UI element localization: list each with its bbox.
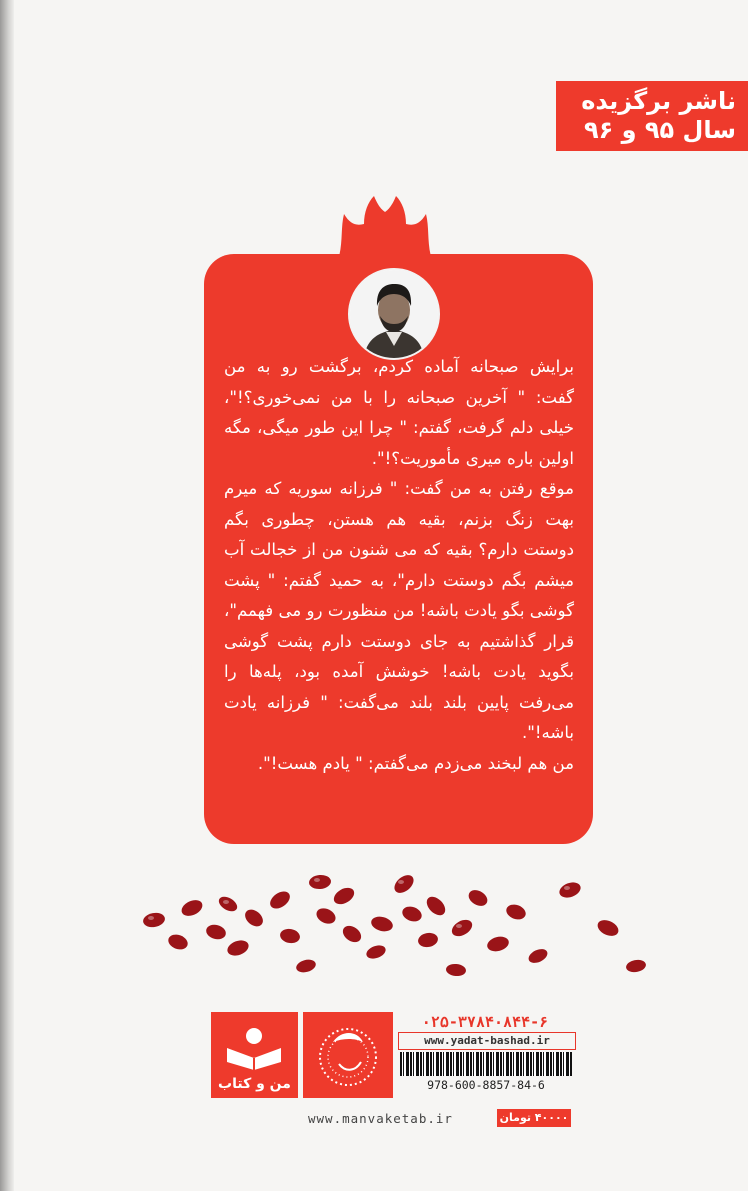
- portrait-photo-icon: [350, 270, 438, 358]
- price-tag: ۴۰۰۰۰ تومان: [497, 1109, 571, 1127]
- story-paragraph-1: برایش صبحانه آماده کردم، برگشت رو به من گفت: " آخرین صبحانه را با من نمی‌خوری؟!"، خیلی دلم گرفت، گفتم: " چرا این طور میگی، مگه اولین باره میری مأموریت؟!".: [224, 357, 574, 468]
- award-badge: [556, 81, 748, 151]
- campaign-site: www.yadat-bashad.ir: [398, 1032, 576, 1050]
- publisher-logo-text: من و کتاب: [218, 1076, 291, 1092]
- story-text: [224, 352, 574, 779]
- isbn-barcode: [400, 1052, 572, 1076]
- book-reader-icon: [211, 1012, 298, 1072]
- book-spine-edge: [0, 0, 14, 1191]
- story-paragraph-3: من هم لبخند می‌زدم می‌گفتم: " یادم هست!".: [257, 753, 574, 773]
- imprint-logo: [303, 1012, 393, 1098]
- author-portrait: [348, 268, 440, 360]
- pomegranate-seeds-icon: [130, 860, 650, 990]
- isbn-number: 978-600-8857-84-6: [427, 1078, 545, 1092]
- publisher-logo: [211, 1012, 298, 1098]
- badge-line-1: ناشر برگزیده: [581, 87, 736, 115]
- publisher-phone: ۰۲۵-۳۷۸۴۰۸۴۴-۶: [421, 1013, 549, 1031]
- imprint-emblem-icon: [303, 1012, 393, 1098]
- publisher-website: www.manvaketab.ir: [308, 1111, 453, 1126]
- badge-line-2: سال ۹۵ و ۹۶: [583, 116, 736, 144]
- story-paragraph-2: موقع رفتن به من گفت: " فرزانه سوریه که میرم بهت زنگ بزنم، بقیه هم هستن، چطوری بگم دوستت دارم؟ بقیه که می شنون من از خجالت آب میشم بگم دوستت دارم"، به حمید گفتم: " پشت گوشی بگو یادت باشه! من منظورت رو می فهمم"، قرار گذاشتیم به جای دوستت دارم پشت گوشی بگوید یادت باشه! خوشش آمده بود، پله‌ها را می‌رفت پایین بلند بلند می‌گفت: " فرزانه یادت باشه!".: [224, 479, 574, 742]
